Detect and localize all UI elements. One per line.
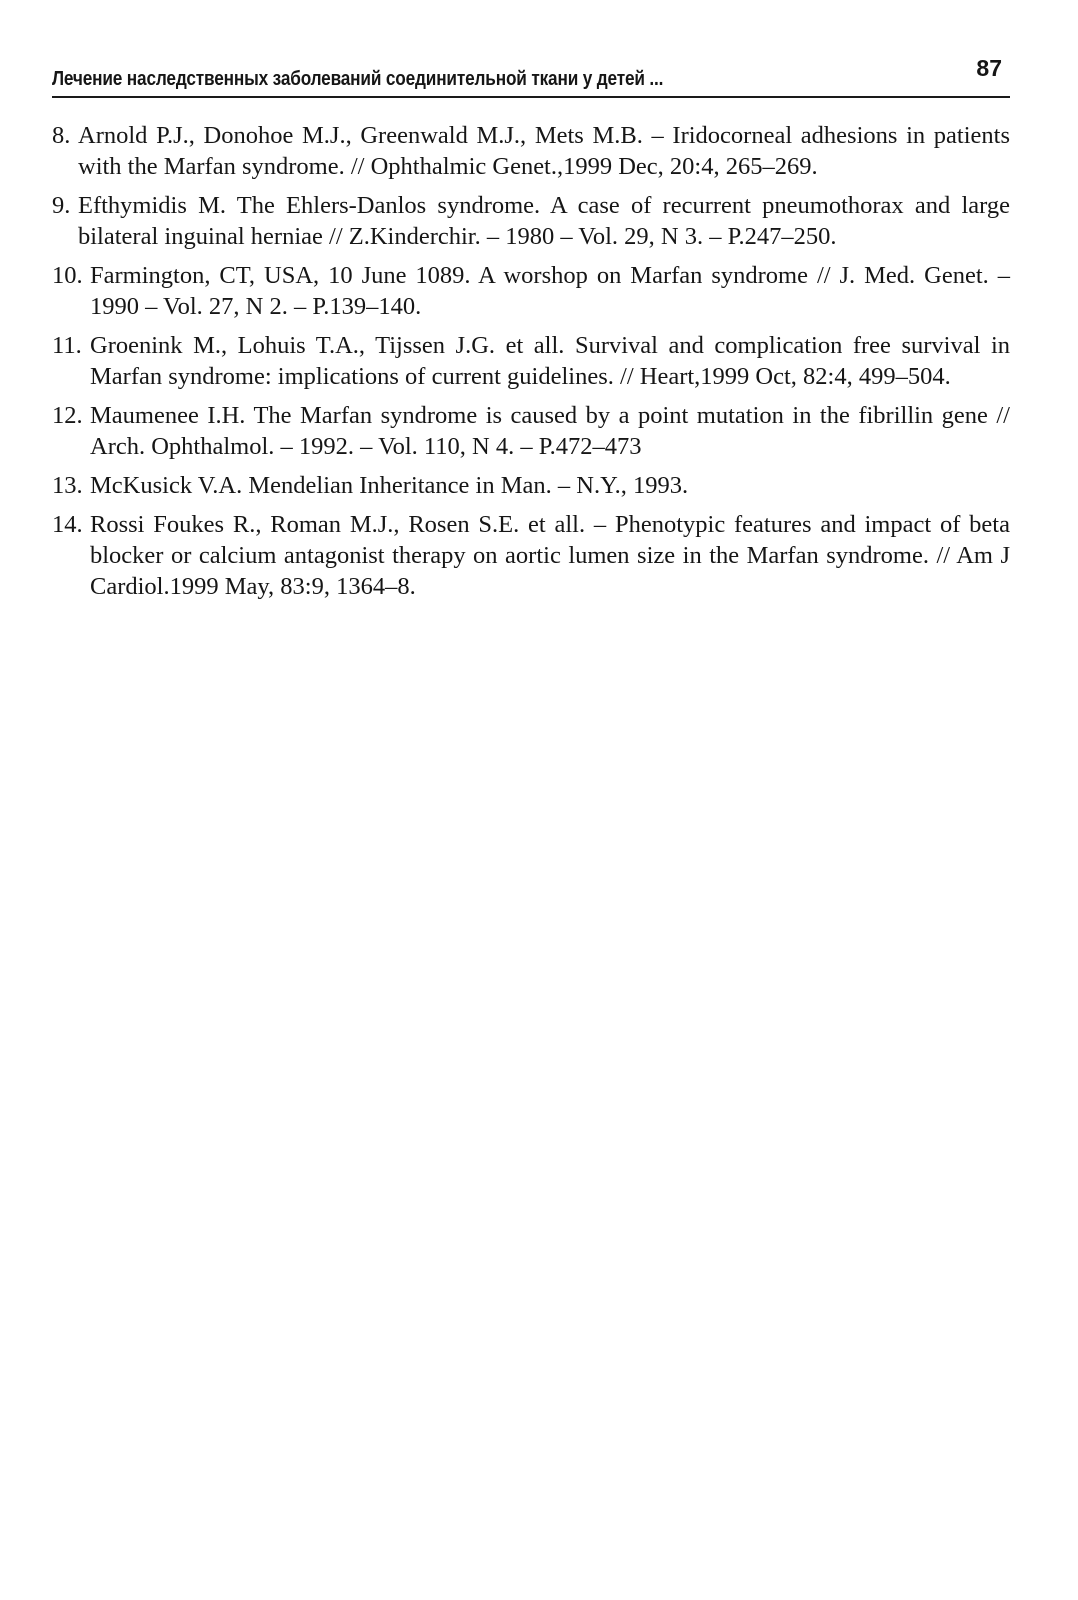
reference-item-12: [52, 400, 1010, 462]
page-number: 87: [976, 55, 1002, 81]
reference-text: Maumenee I.H. The Marfan syndrome is caused by a point mutation in the fibrillin gene // Arch. Ophthalmol. – 1992. – Vol. 110, N 4. – P.472–473: [90, 402, 1010, 460]
reference-text: Farmington, CT, USA, 10 June 1089. A worshop on Marfan syndrome // J. Med. Genet. – 1990 – Vol. 27, N 2. – P.139–140.: [90, 262, 1010, 320]
reference-item-11: [52, 330, 1010, 392]
reference-item-8: [52, 120, 1010, 182]
reference-text: Efthymidis M. The Ehlers-Danlos syndrome. A case of recurrent pneumothorax and large bilateral inguinal herniae // Z.Kinderchir. – 1980 – Vol. 29, N 3. – P.247–250.: [78, 192, 1010, 250]
reference-number: 12.: [52, 402, 83, 429]
reference-number: 11.: [52, 332, 82, 359]
reference-item-10: [52, 260, 1010, 322]
reference-text: McKusick V.A. Mendelian Inheritance in Man. – N.Y., 1993.: [90, 472, 689, 499]
reference-item-14: [52, 509, 1010, 602]
reference-number: 8.: [52, 122, 71, 149]
reference-item-9: [52, 190, 1010, 252]
running-header: [52, 56, 1010, 98]
reference-list: [52, 120, 1010, 610]
reference-number: 9.: [52, 192, 71, 219]
reference-number: 14.: [52, 511, 83, 538]
reference-item-13: [52, 470, 1010, 501]
reference-text: Groenink M., Lohuis T.A., Tijssen J.G. et all. Survival and complication free survival in Marfan syndrome: implications of current guidelines. // Heart,1999 Oct, 82:4, 499–504.: [90, 332, 1010, 390]
reference-text: Arnold P.J., Donohoe M.J., Greenwald M.J., Mets M.B. – Iridocorneal adhesions in patients with the Marfan syndrome. // Ophthalmic Genet.,1999 Dec, 20:4, 265–269.: [78, 122, 1010, 180]
running-title: Лечение наследственных заболеваний соединительной ткани у детей ...: [52, 67, 664, 90]
reference-text: Rossi Foukes R., Roman M.J., Rosen S.E. et all. – Phenotypic features and impact of beta blocker or calcium antagonist therapy on aortic lumen size in the Marfan syndrome. // Am J Cardiol.1999 May, 83:9, 1364–8.: [90, 511, 1010, 600]
reference-number: 13.: [52, 472, 83, 499]
reference-number: 10.: [52, 262, 83, 289]
